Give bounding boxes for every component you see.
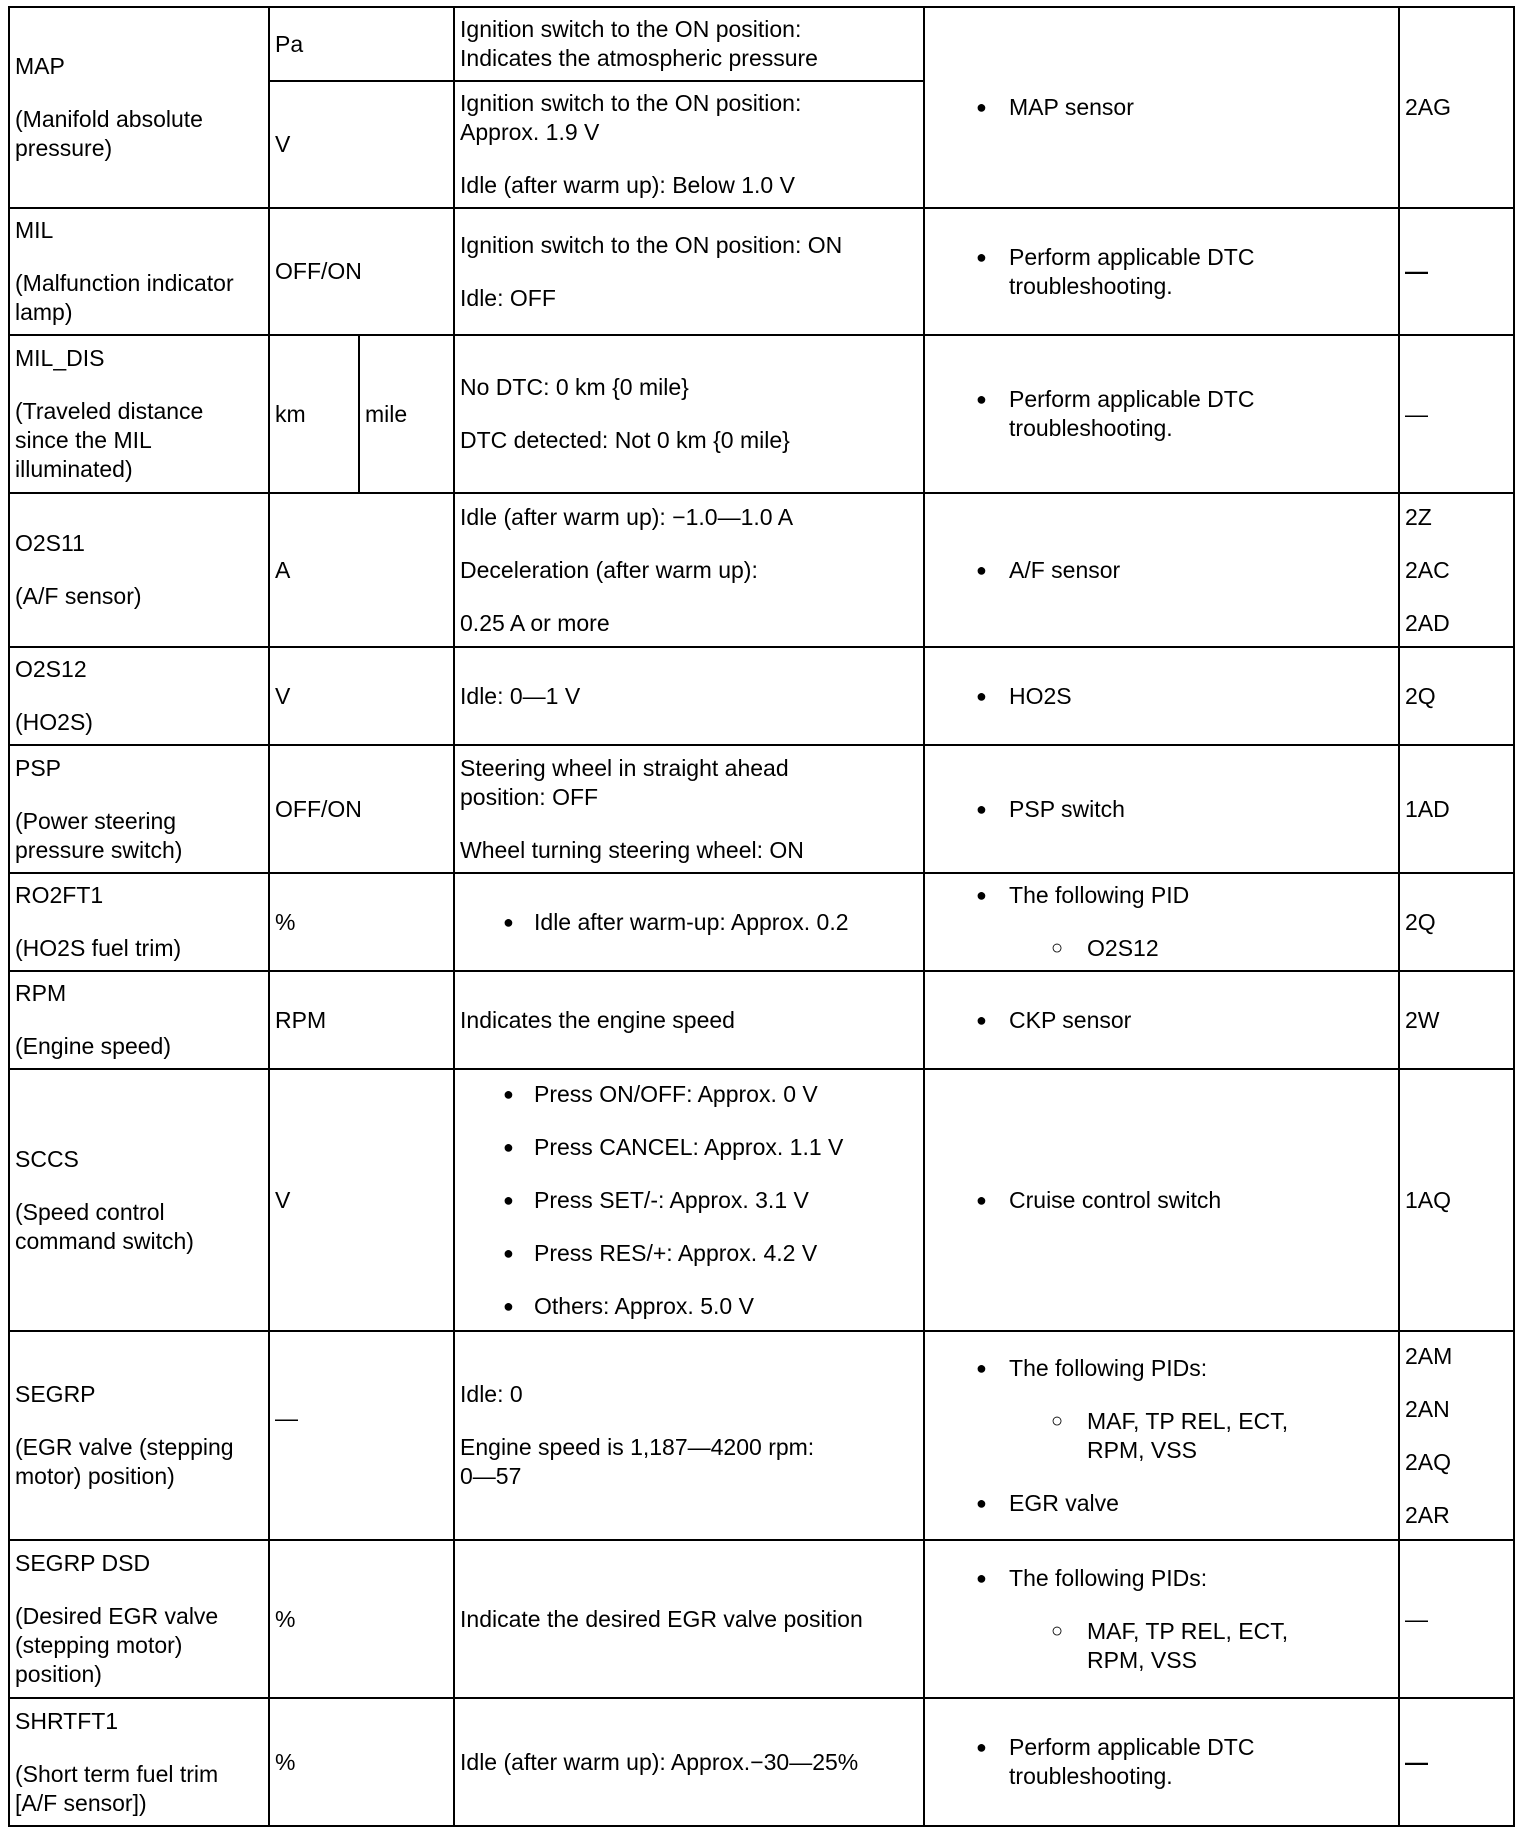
- unit-value: mile: [365, 400, 408, 427]
- table-row-map: [9, 7, 1514, 81]
- table-row-segrp: [9, 1331, 1514, 1540]
- pid-name-cell: [9, 647, 269, 745]
- pid-description: (A/F sensor): [15, 583, 142, 609]
- pid-name-cell: [9, 1540, 269, 1698]
- condition-cell: [454, 335, 924, 493]
- action-item: ● MAP sensor: [930, 93, 1393, 122]
- unit-value: V: [275, 131, 291, 157]
- condition-line: No DTC: 0 km {0 mile}: [460, 374, 689, 400]
- unit-cell: [269, 1540, 454, 1698]
- pid-description: (Malfunction indicator lamp): [15, 270, 234, 325]
- unit-cell: [269, 208, 454, 335]
- condition-bullet: ● Press ON/OFF: Approx. 0 V: [460, 1080, 918, 1109]
- condition-cell: [454, 1698, 924, 1826]
- terminal-value: 2Q: [1405, 908, 1436, 935]
- terminal-value: 2AD: [1405, 609, 1450, 636]
- action-cell: [924, 1069, 1399, 1331]
- table-row-sccs: [9, 1069, 1514, 1331]
- pid-name: RO2FT1: [15, 882, 104, 908]
- pid-name-cell: [9, 873, 269, 971]
- action-cell: [924, 335, 1399, 493]
- terminal-cell: [1399, 647, 1514, 745]
- condition-bullet: ● Others: Approx. 5.0 V: [460, 1292, 918, 1321]
- condition-cell: [454, 873, 924, 971]
- action-line: troubleshooting.: [1009, 415, 1173, 441]
- terminal-value: 1AQ: [1405, 1186, 1452, 1213]
- action-item: ● PSP switch: [930, 795, 1393, 824]
- pid-name: SEGRP: [15, 1381, 96, 1407]
- unit-value: RPM: [275, 1006, 327, 1033]
- condition-line: Wheel turning steering wheel: ON: [460, 836, 804, 863]
- action-subitem: [930, 1407, 1393, 1465]
- unit-value: A: [275, 556, 291, 583]
- action-line: troubleshooting.: [1009, 272, 1173, 299]
- action-cell: [924, 1331, 1399, 1540]
- pid-name-cell: [9, 1698, 269, 1826]
- pid-name: SHRTFT1: [15, 1707, 119, 1734]
- condition-line: Idle (after warm up): Approx.−30—25%: [460, 1748, 859, 1775]
- terminal-cell: [1399, 1069, 1514, 1331]
- terminal-cell: [1399, 1540, 1514, 1698]
- condition-line: Idle: 0—1 V: [460, 682, 581, 709]
- terminal-cell: [1399, 208, 1514, 335]
- condition-line: Idle (after warm up): −1.0—1.0 A: [460, 503, 794, 530]
- action-item: [930, 243, 1393, 301]
- pid-monitor-table: [8, 6, 1515, 1827]
- terminal-cell: [1399, 745, 1514, 873]
- condition-line: Indicate the desired EGR valve position: [460, 1605, 863, 1632]
- condition-cell: [454, 81, 924, 208]
- pid-name: RPM: [15, 980, 67, 1006]
- unit-cell: [269, 647, 454, 745]
- unit-cell: [269, 1069, 454, 1331]
- unit-value: OFF/ON: [275, 795, 362, 822]
- pid-description: since the MIL: [15, 427, 152, 453]
- terminal-cell: [1399, 1698, 1514, 1826]
- pid-description: command switch): [15, 1227, 194, 1254]
- condition-bullet: ● Press RES/+: Approx. 4.2 V: [460, 1239, 918, 1268]
- action-item: ● HO2S: [930, 682, 1393, 711]
- action-cell: [924, 7, 1399, 208]
- unit-cell: [269, 1698, 454, 1826]
- action-cell: [924, 971, 1399, 1069]
- terminal-value: 1AD: [1405, 795, 1450, 822]
- unit-cell: [269, 7, 454, 81]
- action-line: MAF, TP REL, ECT,: [1087, 1407, 1289, 1434]
- pid-name-cell: [9, 1331, 269, 1540]
- condition-cell: [454, 1069, 924, 1331]
- condition-cell: [454, 1540, 924, 1698]
- terminal-value: 2W: [1405, 1006, 1440, 1033]
- terminal-value: 2AM: [1405, 1342, 1453, 1369]
- pid-name: O2S11: [15, 530, 85, 556]
- unit-cell: [269, 745, 454, 873]
- unit-cell: [269, 81, 454, 208]
- pid-description: illuminated): [15, 456, 133, 482]
- table-row-shrtft1: [9, 1698, 1514, 1826]
- pid-name: MAP: [15, 53, 65, 79]
- pid-description: pressure switch): [15, 836, 183, 863]
- pid-description: (Speed control: [15, 1198, 165, 1225]
- terminal-value: 2AG: [1405, 94, 1452, 120]
- condition-line: Ignition switch to the ON position:: [460, 16, 802, 42]
- terminal-cell: [1399, 7, 1514, 208]
- terminal-cell: [1399, 1331, 1514, 1540]
- terminal-cell: [1399, 873, 1514, 971]
- pid-description: [A/F sensor]): [15, 1789, 147, 1816]
- condition-line: Approx. 1.9 V: [460, 119, 600, 145]
- pid-name: MIL_DIS: [15, 345, 105, 371]
- unit-cell: [269, 873, 454, 971]
- unit-value: %: [275, 1748, 296, 1775]
- pid-name-cell: [9, 335, 269, 493]
- condition-line: Ignition switch to the ON position:: [460, 90, 802, 116]
- terminal-value: —: [1405, 1605, 1429, 1632]
- pid-description: (Traveled distance: [15, 398, 204, 424]
- condition-cell: [454, 208, 924, 335]
- action-line: Perform applicable DTC: [1009, 386, 1255, 412]
- action-item: [930, 385, 1393, 443]
- pid-name-cell: [9, 493, 269, 647]
- condition-cell: [454, 745, 924, 873]
- action-item: ● CKP sensor: [930, 1006, 1393, 1035]
- action-line: Perform applicable DTC: [1009, 243, 1255, 270]
- action-item: ● The following PIDs:: [930, 1564, 1393, 1593]
- pid-name: O2S12: [15, 656, 87, 682]
- action-item: ● The following PID: [930, 881, 1393, 910]
- action-cell: [924, 647, 1399, 745]
- action-line: MAF, TP REL, ECT,: [1087, 1617, 1289, 1644]
- pid-name-cell: [9, 1069, 269, 1331]
- pid-name: SCCS: [15, 1145, 79, 1172]
- action-subitem: ○ O2S12: [930, 934, 1393, 963]
- table-row-ro2ft1: [9, 873, 1514, 971]
- terminal-value: —: [1405, 400, 1429, 427]
- pid-description: (Manifold absolute pressure): [15, 106, 203, 161]
- pid-name-cell: [9, 7, 269, 208]
- table-row-mil: [9, 208, 1514, 335]
- action-item: ● EGR valve: [930, 1489, 1393, 1518]
- action-cell: [924, 873, 1399, 971]
- pid-name-cell: [9, 208, 269, 335]
- condition-line: Engine speed is 1,187—4200 rpm:: [460, 1434, 815, 1460]
- terminal-value: 2AQ: [1405, 1448, 1452, 1475]
- terminal-value: 2AR: [1405, 1501, 1450, 1528]
- unit-cell: [269, 493, 454, 647]
- condition-line: Indicates the atmospheric pressure: [460, 45, 818, 71]
- action-cell: [924, 1698, 1399, 1826]
- pid-description: position): [15, 1661, 102, 1687]
- condition-line: DTC detected: Not 0 km {0 mile}: [460, 427, 790, 453]
- condition-line: 0.25 A or more: [460, 609, 610, 636]
- condition-cell: [454, 493, 924, 647]
- unit-value: V: [275, 682, 291, 709]
- condition-bullet: ● Press CANCEL: Approx. 1.1 V: [460, 1133, 918, 1162]
- terminal-value: 2Z: [1405, 503, 1432, 530]
- terminal-value: 2AN: [1405, 1395, 1450, 1422]
- condition-cell: [454, 971, 924, 1069]
- pid-name-cell: [9, 971, 269, 1069]
- pid-description: (EGR valve (stepping: [15, 1434, 234, 1460]
- terminal-cell: [1399, 335, 1514, 493]
- table-row-rpm: [9, 971, 1514, 1069]
- pid-description: (Desired EGR valve: [15, 1603, 219, 1629]
- action-item: ● A/F sensor: [930, 556, 1393, 585]
- unit-cell-imperial: [359, 335, 454, 493]
- action-cell: [924, 493, 1399, 647]
- action-line: RPM, VSS: [1087, 1436, 1197, 1463]
- condition-line: position: OFF: [460, 783, 599, 810]
- action-item: [930, 1733, 1393, 1791]
- action-line: troubleshooting.: [1009, 1763, 1173, 1789]
- pid-description: motor) position): [15, 1463, 175, 1489]
- condition-line: Steering wheel in straight ahead: [460, 754, 789, 781]
- action-line: RPM, VSS: [1087, 1646, 1197, 1673]
- unit-value: km: [275, 400, 306, 427]
- terminal-cell: [1399, 971, 1514, 1069]
- condition-line: Idle (after warm up): Below 1.0 V: [460, 172, 795, 198]
- condition-cell: [454, 647, 924, 745]
- terminal-value: 2AC: [1405, 556, 1450, 583]
- pid-name: MIL: [15, 217, 54, 243]
- table-row-o2s11: [9, 493, 1514, 647]
- action-cell: [924, 208, 1399, 335]
- unit-value: OFF/ON: [275, 258, 362, 284]
- unit-value: Pa: [275, 30, 304, 57]
- action-item: ● The following PIDs:: [930, 1354, 1393, 1383]
- pid-description: (Engine speed): [15, 1033, 171, 1059]
- condition-cell: [454, 1331, 924, 1540]
- condition-line: 0—57: [460, 1463, 522, 1489]
- pid-description: (HO2S): [15, 709, 93, 735]
- action-line: Perform applicable DTC: [1009, 1734, 1255, 1760]
- pid-name: PSP: [15, 754, 62, 781]
- action-cell: [924, 1540, 1399, 1698]
- unit-cell: [269, 971, 454, 1069]
- table-row-psp: [9, 745, 1514, 873]
- condition-line: Idle: 0: [460, 1381, 523, 1407]
- pid-name-cell: [9, 745, 269, 873]
- unit-value: V: [275, 1186, 291, 1213]
- table-row-segrp-dsd: [9, 1540, 1514, 1698]
- terminal-value: —: [1405, 258, 1429, 284]
- condition-line: Idle: OFF: [460, 284, 556, 311]
- pid-description: (HO2S fuel trim): [15, 935, 182, 961]
- pid-description: (Short term fuel trim: [15, 1760, 219, 1787]
- condition-line: Deceleration (after warm up):: [460, 556, 758, 583]
- terminal-cell: [1399, 493, 1514, 647]
- table-row-o2s12: [9, 647, 1514, 745]
- pid-description: (Power steering: [15, 807, 177, 834]
- pid-name: SEGRP DSD: [15, 1550, 151, 1576]
- terminal-value: —: [1405, 1748, 1429, 1775]
- condition-line: Indicates the engine speed: [460, 1006, 735, 1033]
- action-subitem: [930, 1617, 1393, 1675]
- unit-value: %: [275, 908, 296, 935]
- unit-cell-metric: [269, 335, 359, 493]
- unit-value: —: [275, 1405, 298, 1431]
- terminal-value: 2Q: [1405, 682, 1436, 709]
- pid-description: (stepping motor): [15, 1632, 183, 1658]
- condition-bullet: ● Idle after warm-up: Approx. 0.2: [460, 908, 918, 937]
- action-item: ● Cruise control switch: [930, 1186, 1393, 1215]
- table-row-mil-dis: [9, 335, 1514, 493]
- unit-cell: [269, 1331, 454, 1540]
- condition-bullet: ● Press SET/-: Approx. 3.1 V: [460, 1186, 918, 1215]
- unit-value: %: [275, 1605, 296, 1632]
- action-cell: [924, 745, 1399, 873]
- condition-cell: [454, 7, 924, 81]
- condition-line: Ignition switch to the ON position: ON: [460, 231, 843, 258]
